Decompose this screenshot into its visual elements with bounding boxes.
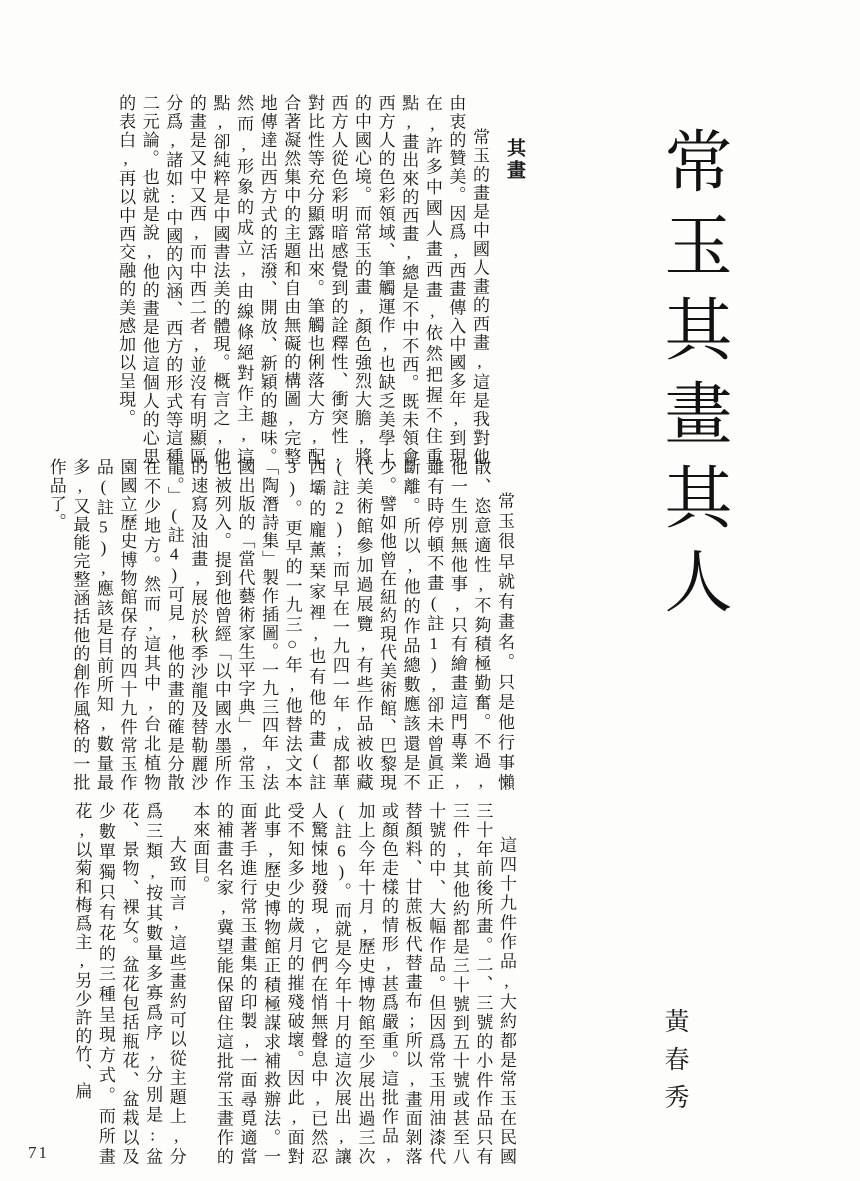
- author-name: 黃春秀: [661, 1008, 688, 1122]
- section-his-paintings: [55, 94, 533, 466]
- paragraph: 常玉的畫是中國人畫的西畫,這是我對他由衷的贊美。因爲,西畫傳入中國多年,到現在,許多中國人畫西畫,依然把握不住重點,畫出來的西畫,總是不中不西。既未領會西方人的色彩領域、筆觸運作,也缺乏美學上的中國心境。而常玉的畫,顏色強烈大膽,將西方人從色彩明暗感覺到的詮釋性、衝突性,對比性等充分顯露出來。筆觸也俐落大方,配合著凝然集中的主題和自由無礙的構圖,完整地傳達出西方式的活潑、開放、新穎的趣味。然而,形象的成立,由線條絕對作主,這點,卻純粹是中國書法美的體現。概言之,他的畫是又中又西,而中西二者,並沒有明顯區分爲,諸如:中國的內涵、西方的形式等這種二元論。也就是說,他的畫是他這個人的心思的表白,再以中西交融的美感加以呈現。: [116, 94, 489, 466]
- paragraph: 這四十九件作品,大約都是常玉在民國三十年前後所畫。二、三號的小件作品只有三件,其他約都是三十號到五十號或甚至八十號的中、大幅作品。但因爲常玉用油漆代替顏料、甘蔗板代替畫布;所以,畫面剝落或顏色走樣的情形,甚爲嚴重。這批作品,加上今年十月,歷史博物館至少展出過三次(註6)。而就是今年十月的這次展出,讓人驚悚地發現,它們在悄無聲息中,已然忍受不知多少的歲月的摧殘破壞。因此,面對此事,歷史博物館正積極謀求補救辦法。一面著手進行常玉畫集的印製,一面尋覓適當的補畫名家,冀望能保留住這批常玉畫作的本來面目。: [190, 802, 516, 1166]
- paragraph: 大致而言,這些畫約可以從主題上,分爲三類,按其數量多寡爲序,分別是:盆花、景物、裸女。盆花包括瓶花、盆栽以及少數單獨只有花的三種呈現方式。而所畫花,以菊和梅爲主,另少許的竹、扁: [72, 802, 186, 1166]
- paragraph: 常玉很早就有畫名。只是他行事懶散、恣意適性,不夠積極勤奮。不過,他一生別無他事,只有繪畫這門專業,雖有時停頓不畫(註1),卻未曾眞正斷離。所以,他的作品總數應該還是不少。譬如他曾在紐約現代美術館、巴黎現代美術館參加過展覽,有些作品被收藏(註2);而早在一九四一年,成都華西壩的龐薰琹家裡,也有他的畫(註3)。更早的一九三○年,他替法文本「陶潛詩集」製作插圖。一九三四年,法國出版的「當代藝術家生平字典」,常玉也被列入。提到他曾經「以中國水墨所作的速寫及油畫,展於秋季沙龍及替勒麗沙龍。」(註4)可見,他的畫的確是分散在不少地方。然而,這其中,台北植物園國立歷史博物館保存的四十九件常玉作品(註5),應該是目前所知,數量最多,又最能完整涵括他的創作風格的一批作品了。: [46, 458, 514, 792]
- section-his-fame: [46, 458, 516, 792]
- section-the-49-works: [50, 802, 518, 1166]
- article-title-calligraphy: 常玉其畫其人: [655, 126, 731, 630]
- page-number: 71: [28, 1143, 49, 1162]
- section-heading: 其畫: [504, 138, 525, 182]
